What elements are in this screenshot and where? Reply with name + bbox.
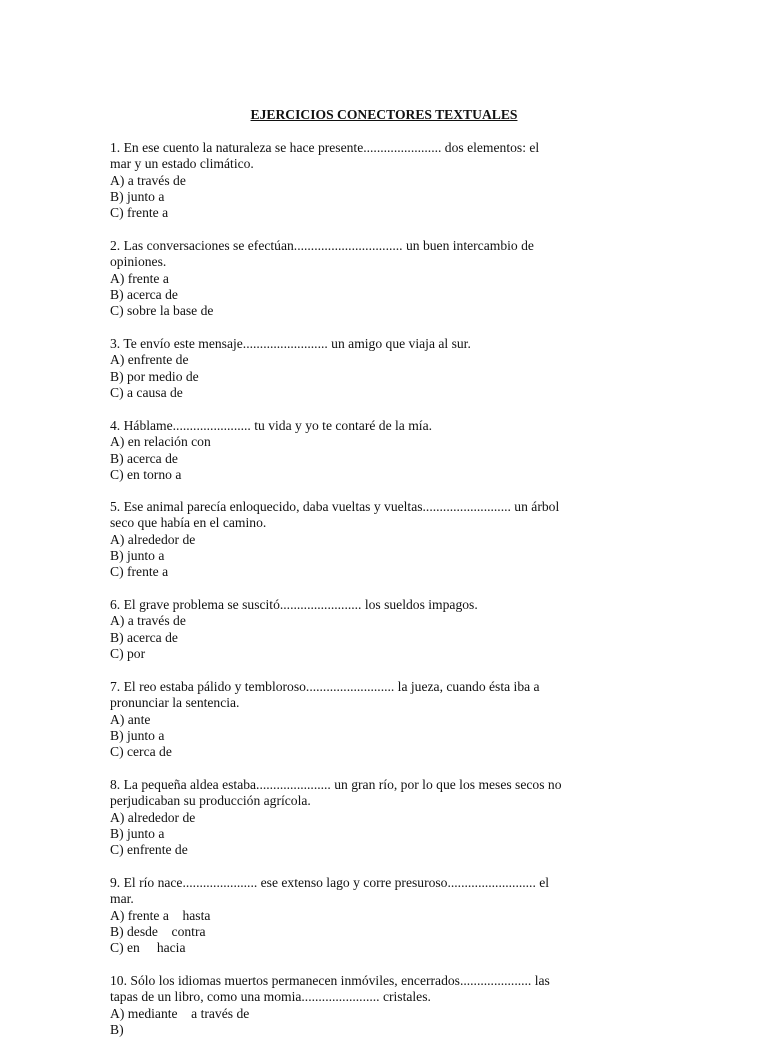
question-4 [110, 418, 590, 483]
option-a: A) a través de [110, 613, 186, 629]
option-c: C) sobre la base de [110, 303, 214, 319]
question-7 [110, 679, 590, 760]
question-text-line: 9. El río nace...................... ese extenso lago y corre presuroso.......................... el [110, 875, 550, 890]
question-text-line: 5. Ese animal parecía enloquecido, daba vueltas y vueltas.......................... un árbol [110, 499, 560, 514]
option-c: C) a causa de [110, 384, 183, 400]
question-text-line: 1. En ese cuento la naturaleza se hace presente....................... dos elementos: el [110, 140, 540, 155]
option-c: C) frente a [110, 205, 169, 221]
option-b: B) desde contra [110, 923, 206, 939]
question-text-line: 8. La pequeña aldea estaba...................... un gran río, por lo que los meses secos no [110, 777, 562, 792]
option-a: A) mediante a través de [110, 1005, 250, 1021]
option-c: C) frente a [110, 564, 169, 580]
option-a: A) ante [110, 711, 151, 727]
question-text-line: tapas de un libro, como una momia....................... cristales. [110, 989, 431, 1005]
question-text-line: seco que había en el camino. [110, 515, 267, 531]
option-b: B) acerca de [110, 629, 178, 645]
question-text-line: 3. Te envío este mensaje......................... un amigo que viaja al sur. [110, 336, 471, 351]
option-a: A) en relación con [110, 434, 211, 450]
option-b: B) acerca de [110, 286, 178, 302]
option-a: A) alrededor de [110, 809, 196, 825]
option-a: A) enfrente de [110, 352, 189, 368]
question-text-line: 10. Sólo los idiomas muertos permanecen inmóviles, encerrados..................... las [110, 973, 550, 988]
option-c: C) por [110, 645, 146, 661]
question-text-line: perjudicaban su producción agrícola. [110, 793, 311, 809]
question-1 [110, 140, 590, 221]
option-b: B) junto a [110, 727, 165, 743]
question-text-line: mar. [110, 891, 134, 907]
question-6 [110, 597, 590, 662]
question-text-line: 6. El grave problema se suscitó........................ los sueldos impagos. [110, 597, 478, 612]
option-a: A) a través de [110, 172, 186, 188]
option-b: B) por medio de [110, 368, 199, 384]
question-2 [110, 238, 590, 319]
option-b: B) junto a [110, 188, 165, 204]
question-text-line: opiniones. [110, 254, 167, 270]
option-c: C) en torno a [110, 466, 182, 482]
option-c: C) enfrente de [110, 842, 188, 858]
option-c: C) cerca de [110, 744, 172, 760]
option-a: A) alrededor de [110, 531, 196, 547]
question-5 [110, 499, 590, 580]
option-b: B) junto a [110, 825, 165, 841]
question-text-line: 7. El reo estaba pálido y tembloroso.......................... la jueza, cuando ésta iba a [110, 679, 540, 694]
option-a: A) frente a hasta [110, 907, 211, 923]
question-text-line: 4. Háblame....................... tu vida y yo te contaré de la mía. [110, 418, 433, 433]
question-text-line: 2. Las conversaciones se efectúan................................ un buen intercambio de [110, 238, 534, 253]
question-9 [110, 875, 590, 956]
question-text-line: pronunciar la sentencia. [110, 695, 240, 711]
option-a: A) frente a [110, 270, 169, 286]
option-b: B) junto a [110, 547, 165, 563]
question-8 [110, 777, 590, 858]
question-3 [110, 336, 590, 401]
option-b: B) [110, 1021, 124, 1037]
option-c: C) en hacia [110, 940, 186, 956]
option-b: B) acerca de [110, 450, 178, 466]
question-10 [110, 973, 590, 1038]
question-text-line: mar y un estado climático. [110, 156, 254, 172]
page-title: EJERCICIOS CONECTORES TEXTUALES [250, 107, 518, 122]
